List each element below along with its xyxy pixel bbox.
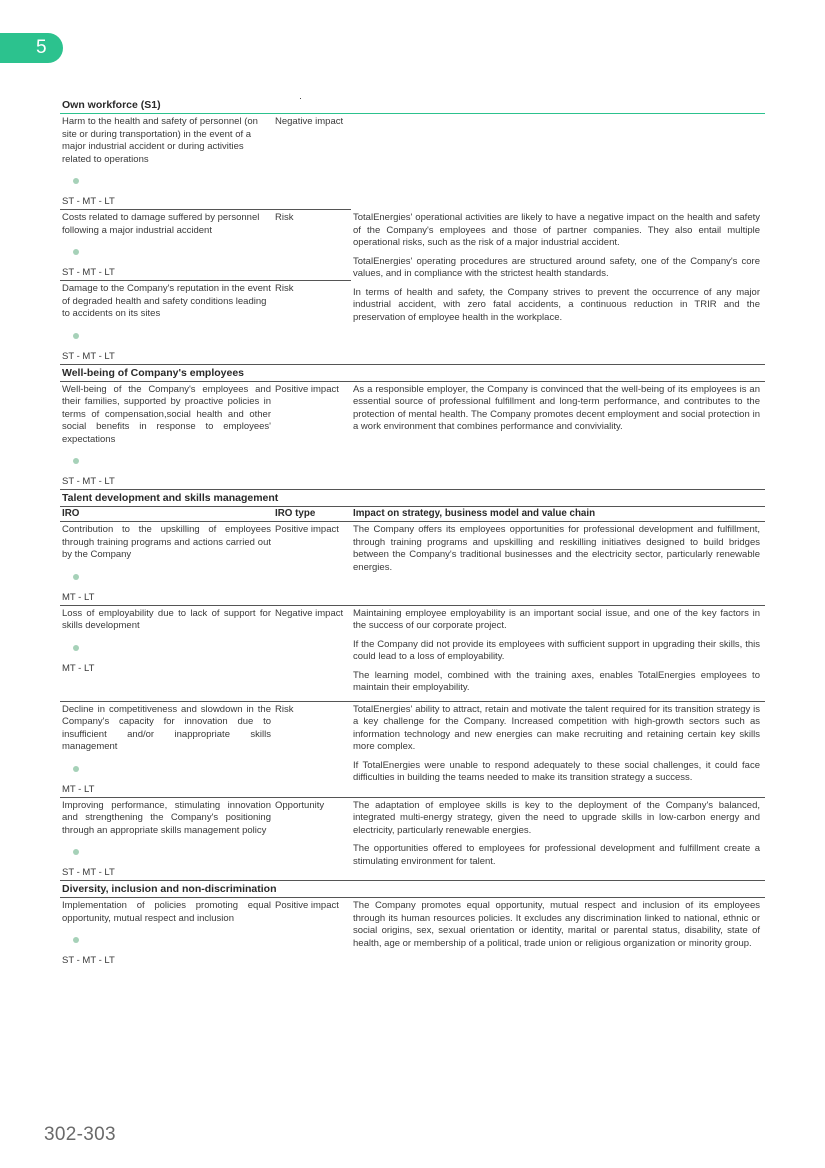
- iro-type: Positive impact: [275, 524, 339, 535]
- impact-paragraph: The learning model, combined with the training axes, enables TotalEnergies employees to maintain their employability.: [353, 669, 760, 693]
- iro-text: Damage to the Company's reputation in the event of degraded health and safety conditions leading to accidents on its sites: [62, 283, 271, 319]
- chapter-badge: 5: [0, 33, 63, 63]
- bullet-icon: [73, 333, 79, 339]
- impact-paragraph: In terms of health and safety, the Company strives to prevent the occurrence of any major industrial accident, with zero fatal accidents, a continuous reduction in TRIR and the preservation of employee health in the workplace.: [353, 286, 760, 323]
- time-horizon: ST - MT - LT: [62, 867, 115, 878]
- bullet-icon: [73, 574, 79, 580]
- table-row: [60, 114, 351, 210]
- time-horizon: ST - MT - LT: [62, 196, 115, 207]
- column-headers: [60, 507, 765, 522]
- table-row: [60, 702, 765, 798]
- table-row: [60, 382, 765, 491]
- iro-type: Risk: [275, 703, 294, 715]
- table-row: [60, 898, 765, 968]
- iro-type: Negative impact: [275, 607, 344, 619]
- iro-text: Decline in competitiveness and slowdown in the Company's capacity for innovation due to insufficient and/or inappropriate skills management: [62, 703, 271, 752]
- iro-type: Risk: [275, 283, 294, 294]
- impact-paragraph: TotalEnergies' ability to attract, retain and motivate the talent required for its transition strategy is a key challenge for the Company. Increased competition with high-growth sectors such as information technology and new energies can make recruiting and retaining certain key skills more complex.: [353, 703, 760, 752]
- section-title-own-workforce: Own workforce (S1): [60, 97, 765, 114]
- iro-type: Positive impact: [275, 383, 339, 395]
- iro-type: Negative impact: [275, 116, 344, 127]
- table-row: [60, 210, 351, 281]
- iro-table: [60, 97, 765, 968]
- bullet-icon: [73, 178, 79, 184]
- column-header-iro-type: IRO type: [275, 508, 316, 519]
- page-number: 302-303: [44, 1124, 116, 1145]
- table-row: [60, 606, 765, 702]
- bullet-icon: [73, 849, 79, 855]
- bullet-icon: [73, 458, 79, 464]
- table-row: [60, 281, 351, 364]
- impact-paragraph: As a responsible employer, the Company is convinced that the well-being of its employees is an essential source of professional fulfillment and long-term performance, and contributes to the protection of mental health. The Company promotes decent employment and social protection in a work environment that combines performance and conviviality.: [353, 383, 760, 432]
- impact-paragraph: If TotalEnergies were unable to respond adequately to these social challenges, it could face difficulties in building the teams needed to make its transition strategy a success.: [353, 759, 760, 783]
- impact-paragraph: The Company promotes equal opportunity, mutual respect and inclusion of its employees through its human resources policies. It excludes any discrimination linked to national, ethnic or social origins, sex, sexual orientation or identity, marital or parental status, disability, state of health, age or membership of a political, trade union or religious organization or minority group.: [353, 900, 760, 949]
- iro-type: Risk: [275, 212, 294, 223]
- bullet-icon: [73, 766, 79, 772]
- iro-type: Positive impact: [275, 900, 339, 911]
- time-horizon: ST - MT - LT: [62, 350, 115, 362]
- iro-text: Harm to the health and safety of personnel (on site or during transportation) in the event of a major industrial accident or during activities related to operations: [62, 116, 258, 165]
- bullet-icon: [73, 937, 79, 943]
- time-horizon: ST - MT - LT: [62, 476, 115, 487]
- iro-text: Improving performance, stimulating innovation and strengthening the Company's positioning through an appropriate skills management policy: [62, 799, 271, 836]
- iro-text: Loss of employability due to lack of support for skills development: [62, 607, 271, 631]
- section-title-diversity: Diversity, inclusion and non-discrimination: [60, 881, 765, 898]
- own-workforce-group: [60, 114, 765, 365]
- bullet-icon: [73, 249, 79, 255]
- impact-paragraph: If the Company did not provide its employees with sufficient support in upgrading their skills, this could lead to a loss of employability.: [353, 638, 760, 662]
- iro-text: Well-being of the Company's employees and their families, supported by proactive policies in terms of compensation,social health and other social benefits in response to employees' expectations: [62, 383, 271, 445]
- section-title-wellbeing: Well-being of Company's employees: [60, 365, 765, 382]
- time-horizon: ST - MT - LT: [62, 267, 115, 278]
- time-horizon: MT - LT: [62, 591, 95, 603]
- bullet-icon: [73, 645, 79, 651]
- iro-text: Costs related to damage suffered by personnel following a major industrial accident: [62, 212, 260, 236]
- impact-paragraph: The opportunities offered to employees for professional development and fulfillment create a stimulating environment for talent.: [353, 843, 760, 867]
- time-horizon: ST - MT - LT: [62, 955, 115, 966]
- time-horizon: MT - LT: [62, 783, 95, 795]
- impact-paragraph: Maintaining employee employability is an important social issue, and one of the key factors in the success of our corporate project.: [353, 607, 760, 631]
- impact-paragraph: TotalEnergies' operating procedures are structured around safety, one of the Company's core values, and in compliance with the strictest health standards.: [353, 255, 760, 279]
- impact-paragraph: TotalEnergies' operational activities are likely to have a negative impact on the health and safety of the Company's employees and those of partner companies. They also entail multiple operational risks, such as the risk of a major industrial accident.: [353, 212, 760, 248]
- iro-text: Implementation of policies promoting equal opportunity, mutual respect and inclusion: [62, 900, 271, 924]
- iro-text: Contribution to the upskilling of employees through training programs and actions carried out by the Company: [62, 524, 271, 560]
- time-horizon: MT - LT: [62, 662, 95, 674]
- iro-type: Opportunity: [275, 799, 325, 811]
- section-title-talent: Talent development and skills management: [60, 490, 765, 507]
- column-header-impact: Impact on strategy, business model and value chain: [353, 508, 596, 519]
- table-row: [60, 522, 765, 606]
- table-row: [60, 798, 765, 882]
- impact-paragraph: The adaptation of employee skills is key to the deployment of the Company's balanced, integrated multi-energy strategy, given the need to upgrade skills in low-carbon energy and electricity, particularly renewable energies.: [353, 799, 760, 836]
- impact-paragraph: The Company offers its employees opportunities for professional development and fulfillment, through training programs and upskilling and reskilling initiatives designed to build bridges between the Company's traditional businesses and the electricity sector, particularly renewable energies.: [353, 524, 760, 573]
- column-header-iro: IRO: [62, 508, 80, 519]
